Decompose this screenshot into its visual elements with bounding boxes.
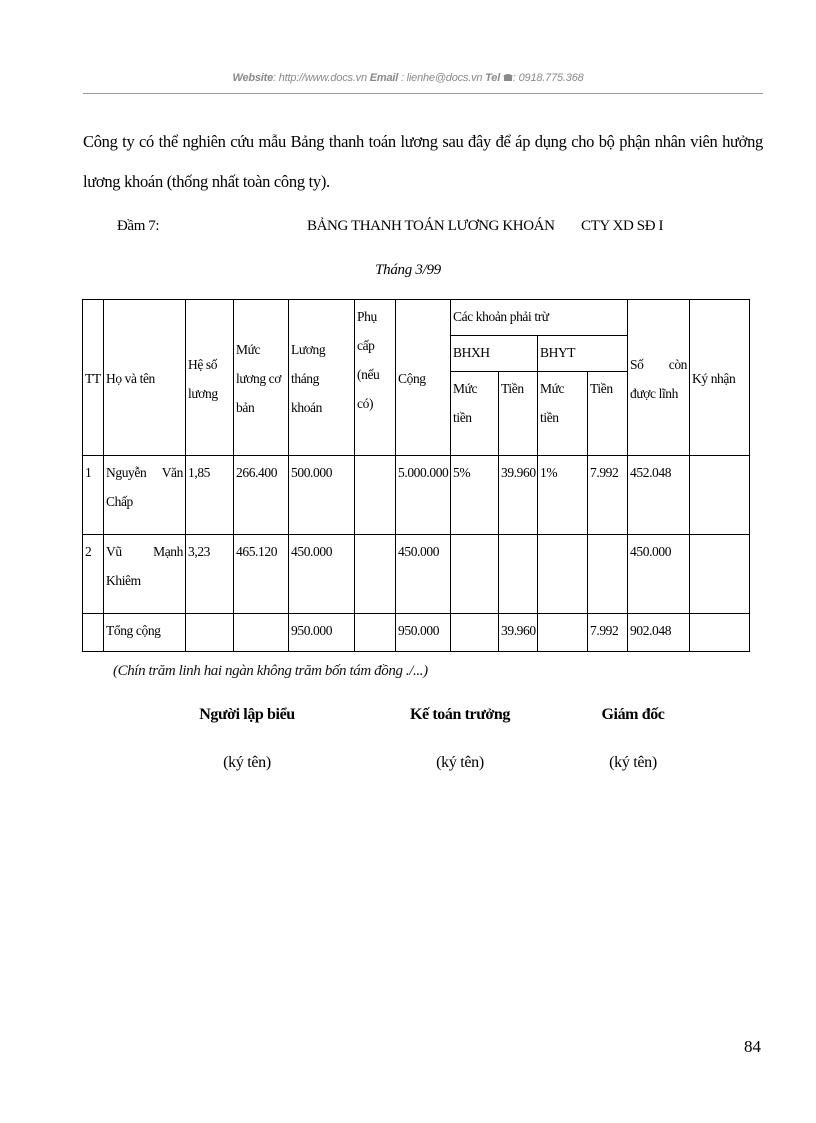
payroll-table xyxy=(82,299,750,652)
header-base: Mức lương cơ bản xyxy=(234,300,289,456)
totals-net: 902.048 xyxy=(628,614,690,652)
phone-icon xyxy=(503,73,513,82)
totals-label: Tổng cộng xyxy=(104,614,186,652)
totals-base xyxy=(234,614,289,652)
header-bhyt-rate: Mức tiền xyxy=(538,372,588,456)
cell-net: 450.000 xyxy=(628,535,690,614)
totals-bhyt-rate xyxy=(538,614,588,652)
cell-coef: 3,23 xyxy=(186,535,234,614)
cell-name-3: Chấp xyxy=(106,494,133,509)
email-label: Email xyxy=(369,72,399,84)
cell-bhyt-amount xyxy=(588,535,628,614)
totals-total: 950.000 xyxy=(396,614,451,652)
header-net-3: được lĩnh xyxy=(630,385,679,401)
intro-paragraph: Công ty có thể nghiên cứu mẫu Bảng thanh toán lương sau đây để áp dụng cho bộ phận nhân viên hưởng lương khoán (thống nhất toàn công ty). xyxy=(83,132,763,191)
page-header xyxy=(0,72,816,84)
cell-name-1: Vũ xyxy=(106,544,122,559)
header-tt: TT xyxy=(83,300,104,456)
amount-in-words: (Chín trăm linh hai ngàn không trăm bốn tám đồng ./...) xyxy=(113,663,428,679)
cell-bhyt-amount: 7.992 xyxy=(588,456,628,535)
cell-net: 452.048 xyxy=(628,456,690,535)
cell-bhxh-amount xyxy=(499,535,538,614)
cell-coef: 1,85 xyxy=(186,456,234,535)
cell-name-3: Khiêm xyxy=(106,573,141,588)
header-bhxh-amount: Tiền xyxy=(499,372,538,456)
totals-contract: 950.000 xyxy=(289,614,355,652)
header-sign: Ký nhận xyxy=(690,300,750,456)
totals-tt xyxy=(83,614,104,652)
header-bhyt-amount: Tiền xyxy=(588,372,628,456)
totals-allowance xyxy=(355,614,396,652)
header-coef: Hệ số lương xyxy=(186,300,234,456)
cell-sign xyxy=(690,535,750,614)
tel-label: Tel xyxy=(485,72,501,84)
header-allowance: Phụ cấp (nếu có) xyxy=(355,300,396,456)
header-bhxh: BHXH xyxy=(451,336,538,372)
totals-row xyxy=(83,614,750,652)
cell-contract: 500.000 xyxy=(289,456,355,535)
cell-base: 266.400 xyxy=(234,456,289,535)
website-value: : http://www.docs.vn xyxy=(273,72,367,84)
totals-bhyt-amount: 7.992 xyxy=(588,614,628,652)
totals-coef xyxy=(186,614,234,652)
email-value: : lienhe@docs.vn xyxy=(400,72,483,84)
cell-name xyxy=(104,456,186,535)
header-rule xyxy=(83,93,763,94)
header-bhxh-rate: Mức tiền xyxy=(451,372,499,456)
title-left: Đầm 7: xyxy=(117,218,160,234)
table-title: BẢNG THANH TOÁN LƯƠNG KHOÁN xyxy=(307,218,555,234)
month-label: Tháng 3/99 xyxy=(375,262,441,278)
cell-tt: 1 xyxy=(83,456,104,535)
cell-bhxh-amount: 39.960 xyxy=(499,456,538,535)
cell-total: 450.000 xyxy=(396,535,451,614)
header-net xyxy=(628,300,690,456)
cell-tt: 2 xyxy=(83,535,104,614)
signature-preparer-title: Người lập biểu xyxy=(199,706,295,723)
cell-bhxh-rate xyxy=(451,535,499,614)
table-row xyxy=(83,535,750,614)
cell-name xyxy=(104,535,186,614)
signature-accountant-title: Kế toán trưởng xyxy=(410,706,510,723)
cell-allowance xyxy=(355,535,396,614)
cell-base: 465.120 xyxy=(234,535,289,614)
cell-sign xyxy=(690,456,750,535)
tel-value: : 0918.775.368 xyxy=(512,72,584,84)
cell-total: 5.000.000 xyxy=(396,456,451,535)
cell-allowance xyxy=(355,456,396,535)
header-total: Cộng xyxy=(396,300,451,456)
page-number: 84 xyxy=(744,1037,761,1056)
cell-name-2: Văn xyxy=(161,465,183,480)
cell-bhyt-rate xyxy=(538,535,588,614)
header-net-2: còn xyxy=(668,356,688,372)
table-row xyxy=(83,456,750,535)
signature-preparer-note: (ký tên) xyxy=(223,754,271,771)
website-label: Website xyxy=(232,72,274,84)
cell-name-2: Mạnh xyxy=(153,544,183,559)
cell-bhxh-rate: 5% xyxy=(451,456,499,535)
header-net-1: Số xyxy=(630,356,644,372)
header-row xyxy=(83,300,750,336)
totals-bhxh-amount: 39.960 xyxy=(499,614,538,652)
signature-director-title: Giám đốc xyxy=(601,706,665,723)
header-contract: Lương tháng khoán xyxy=(289,300,355,456)
cell-contract: 450.000 xyxy=(289,535,355,614)
totals-sign xyxy=(690,614,750,652)
signature-director-note: (ký tên) xyxy=(609,754,657,771)
company-name: CTY XD SĐ I xyxy=(581,218,664,234)
header-deductions: Các khoản phải trừ xyxy=(451,300,628,336)
cell-name-1: Nguyễn xyxy=(106,465,147,480)
header-bhyt: BHYT xyxy=(538,336,628,372)
totals-bhxh-rate xyxy=(451,614,499,652)
cell-bhyt-rate: 1% xyxy=(538,456,588,535)
header-name: Họ và tên xyxy=(104,300,186,456)
signature-accountant-note: (ký tên) xyxy=(436,754,484,771)
